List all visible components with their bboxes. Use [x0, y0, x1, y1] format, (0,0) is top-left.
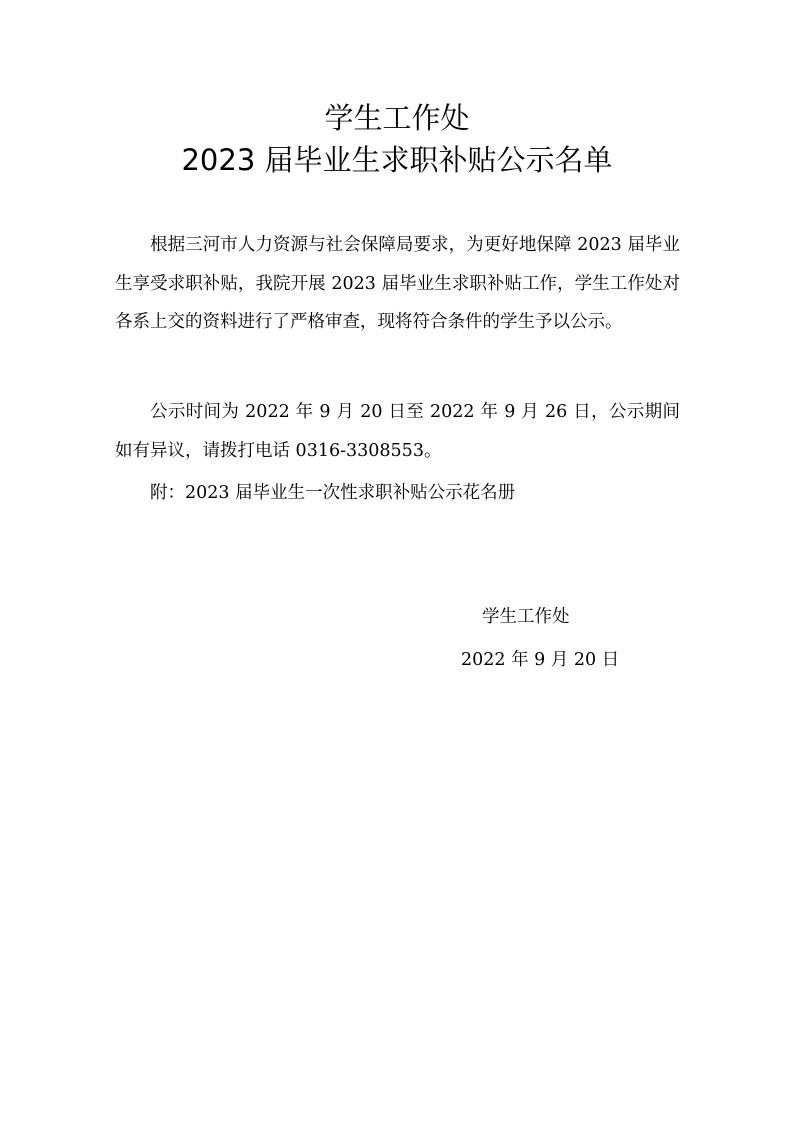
document-title-line-2: 2023 届毕业生求职补贴公示名单 [181, 143, 613, 177]
signature-date: 2022 年 9 月 20 日 [461, 650, 620, 670]
notice-paragraph: 根据三河市人力资源与社会保障局要求，为更好地保障 2023 届毕业生享受求职补贴，我院开展 2023 届毕业生求职补贴工作，学生工作处对各系上交的资料进行了严格审查，现将符合条件的学生予以公示。 [115, 235, 680, 332]
attachment-note: 附：2023 届毕业生一次性求职补贴公示花名册 [150, 483, 516, 503]
publicity-period-paragraph: 公示时间为 2022 年 9 月 20 日至 2022 年 9 月 26 日，公示期间如有异议，请拨打电话 0316-3308553。 [115, 402, 680, 461]
signature-organization: 学生工作处 [482, 607, 570, 627]
document-title-line-1: 学生工作处 [324, 101, 470, 135]
